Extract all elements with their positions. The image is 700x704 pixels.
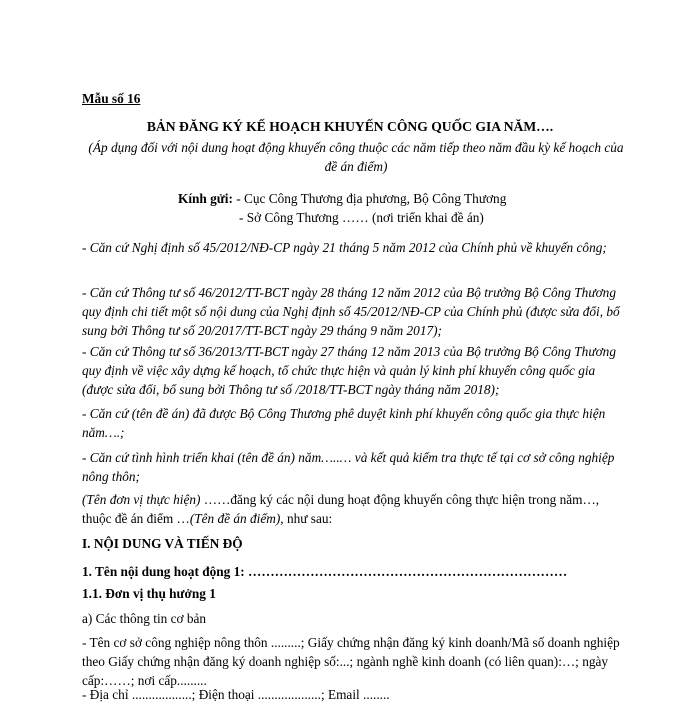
- legal-basis-3: - Căn cứ Thông tư số 36/2013/TT-BCT ngày 27 tháng 12 năm 2013 của Bộ trưởng Bộ Công Thương quy định về việc xây dựng kế hoạch, tổ chức thực hiện và quản lý kinh phí khuyến công quốc gia (được sửa đổi, bổ sung bởi Thông tư số /2018/TT-BCT ngày tháng năm 2018);: [82, 344, 616, 397]
- intro-paragraph: [82, 490, 622, 528]
- document-title: BẢN ĐĂNG KÝ KẾ HOẠCH KHUYẾN CÔNG QUỐC GIA NĂM….: [146, 119, 554, 134]
- intro-text: ……đăng ký các nội dung hoạt động khuyến công thực hiện trong năm…, thuộc đề án điểm …: [82, 492, 600, 526]
- form-number: Mẫu số 16: [82, 91, 141, 106]
- legal-basis-5: - Căn cứ tình hình triển khai (tên đề án) năm…..… và kết quả kiểm tra thực tế tại cơ sở công nghiệp nông thôn;: [82, 450, 615, 484]
- recipients-label: Kính gửi:: [178, 191, 233, 206]
- beneficiary-heading: 1.1. Đơn vị thụ hưởng 1: [82, 586, 216, 601]
- recipient-1: - Cục Công Thương địa phương, Bộ Công Thương: [236, 191, 507, 206]
- recipients-row-1: [178, 189, 618, 208]
- basic-info-heading: a) Các thông tin cơ bản: [82, 611, 207, 626]
- legal-basis-4: - Căn cứ (tên đề án) đã được Bộ Công Thương phê duyệt kinh phí khuyến công quốc gia thực hiện năm….;: [82, 406, 606, 440]
- activity-heading: 1. Tên nội dung hoạt động 1: ………………………………………………………………: [82, 564, 568, 579]
- document-subtitle: (Áp dụng đối với nội dung hoạt động khuyến công thuộc các năm tiếp theo năm đầu kỳ kế hoạch của đề án điểm): [88, 140, 624, 174]
- legal-basis-2: - Căn cứ Thông tư số 46/2012/TT-BCT ngày 28 tháng 12 năm 2012 của Bộ trưởng Bộ Công Thương quy định chi tiết một số nội dung của Nghị định số 45/2012/NĐ-CP của Chính phủ (được sửa đổi, bổ sung bởi Thông tư số 20/2017/TT-BCT ngày 29 tháng 9 năm 2017);: [82, 285, 620, 338]
- recipient-2: - Sở Công Thương …… (nơi triển khai đề án): [239, 210, 484, 225]
- project-name-placeholder: (Tên đề án điểm): [189, 511, 281, 526]
- intro-tail: , như sau:: [280, 511, 333, 526]
- recipients-block: [178, 189, 618, 227]
- facility-info: - Tên cơ sở công nghiệp nông thôn .........; Giấy chứng nhận đăng ký kinh doanh/Mã số doanh nghiệp theo Giấy chứng nhận đăng ký doanh nghiệp số:...; ngành nghề kinh doanh (có liên quan):…; ngày cấp:……; nơi cấp.........: [82, 635, 620, 688]
- unit-name-placeholder: (Tên đơn vị thực hiện): [82, 492, 201, 507]
- legal-basis-1: - Căn cứ Nghị định số 45/2012/NĐ-CP ngày 21 tháng 5 năm 2012 của Chính phủ về khuyến công;: [82, 240, 607, 255]
- section-heading: I. NỘI DUNG VÀ TIẾN ĐỘ: [82, 536, 243, 551]
- address-line: - Địa chỉ ..................; Điện thoại ...................; Email ........: [82, 687, 390, 702]
